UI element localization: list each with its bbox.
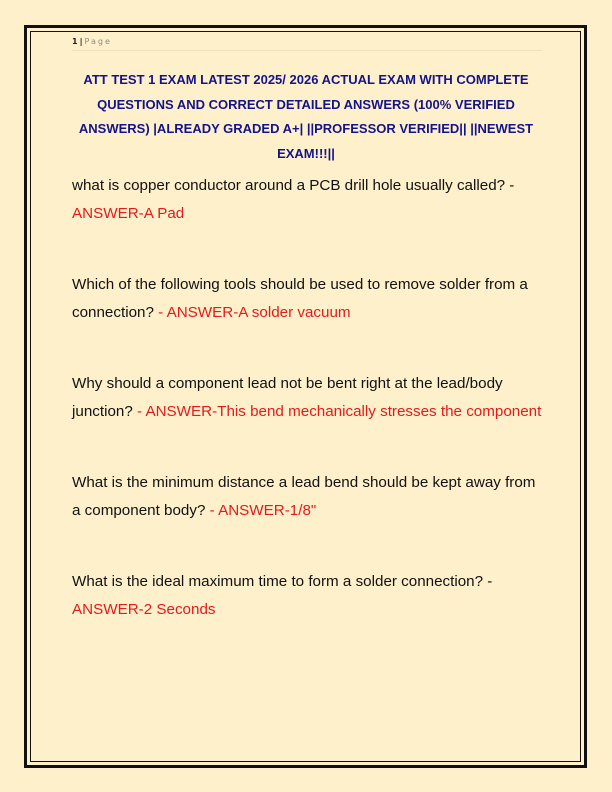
question-text: Which of the following tools should be used to remove solder from a connection? — [72, 276, 528, 321]
page-separator: | — [79, 37, 83, 46]
question-text: What is the minimum distance a lead bend should be kept away from a component body? — [72, 474, 536, 519]
qa-item — [72, 271, 548, 327]
qa-item — [72, 370, 548, 426]
page-header — [72, 36, 542, 51]
page-label: Page — [84, 37, 112, 46]
answer-text: - ANSWER-1/8" — [205, 502, 317, 519]
answer-text: ANSWER-A Pad — [72, 205, 185, 222]
qa-item — [72, 469, 548, 525]
answer-text: ANSWER-2 Seconds — [72, 601, 216, 618]
answer-text: - ANSWER-This bend mechanically stresses the component — [132, 403, 542, 420]
qa-list — [72, 172, 548, 624]
question-text: what is copper conductor around a PCB drill hole usually called? - — [72, 177, 515, 194]
qa-item — [72, 568, 548, 624]
question-text: What is the ideal maximum time to form a solder connection? - — [72, 573, 493, 590]
question-text: Why should a component lead not be bent right at the lead/body junction? — [72, 375, 503, 420]
qa-item — [72, 172, 548, 228]
answer-text: - ANSWER-A solder vacuum — [153, 304, 351, 321]
page-number: 1 — [72, 37, 78, 46]
document-title: ATT TEST 1 EXAM LATEST 2025/ 2026 ACTUAL EXAM WITH COMPLETE QUESTIONS AND CORRECT DETAILED ANSWERS (100% VERIFIED ANSWERS) |ALREADY GRADED A+| ||PROFESSOR VERIFIED|| ||NEWEST EXAM!!!|| — [78, 72, 534, 161]
